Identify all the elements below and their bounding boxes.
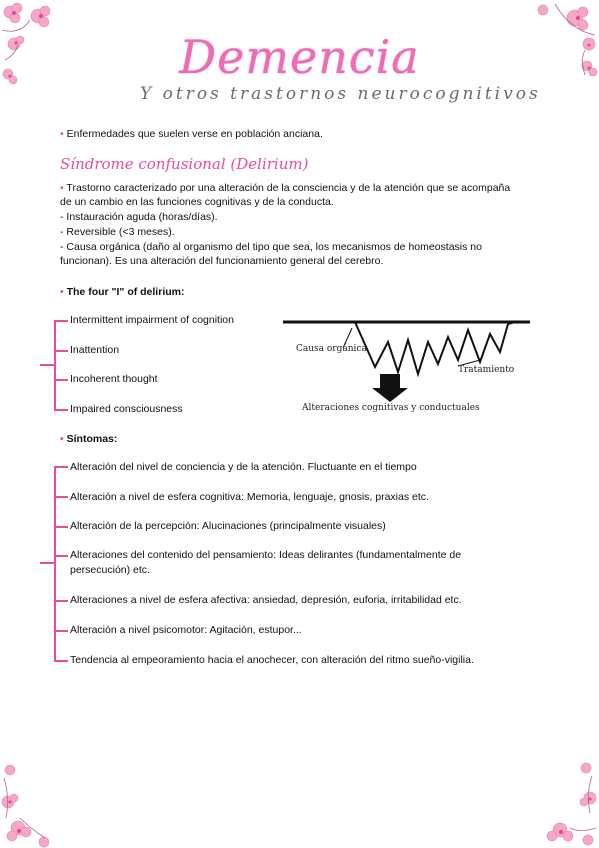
page-subtitle: Y otros trastornos neurocognitivos: [140, 84, 541, 104]
bracket-tick: [54, 466, 68, 468]
four-i-item: Incoherent thought: [70, 373, 158, 385]
bullet-icon: •: [60, 182, 64, 194]
down-arrow-icon: [380, 374, 400, 388]
delirium-line: - Instauración aguda (horas/días).: [60, 211, 218, 223]
bracket-tick: [54, 660, 68, 662]
page-title: Demencia: [179, 30, 420, 84]
bracket-connector: [40, 364, 54, 366]
bracket-tick: [54, 630, 68, 632]
bullet-icon: •: [60, 128, 64, 140]
bracket-tick: [54, 320, 68, 322]
four-i-item: Impaired consciousness: [70, 403, 183, 415]
delirium-line: de un cambio en las funciones cognitivas y de la conducta.: [60, 196, 334, 208]
four-i-heading-text: The four "I" of delirium:: [66, 286, 185, 298]
diagram-label-cause: Causa orgánica: [296, 344, 367, 354]
sintoma-item: Alteración del nivel de conciencia y de la atención. Fluctuante en el tiempo: [70, 461, 417, 473]
bracket-tick: [54, 350, 68, 352]
sintoma-item: Alteración a nivel de esfera cognitiva: Memoria, lenguaje, gnosis, praxias etc.: [70, 491, 429, 503]
sintomas-heading-text: Síntomas:: [66, 433, 118, 445]
delirium-line: - Causa orgánica (daño al organismo del tipo que sea, los mecanismos de homeostasis no: [60, 241, 482, 253]
bracket-tick: [54, 600, 68, 602]
bracket-tick: [54, 379, 68, 381]
flower-decoration-bottom-left: [0, 758, 60, 848]
bullet-icon: •: [60, 286, 64, 298]
section-heading-sintomas: [60, 432, 117, 446]
bracket-connector: [40, 562, 54, 564]
delirium-line: - Reversible (<3 meses).: [60, 226, 175, 238]
sintoma-item: Alteraciones a nivel de esfera afectiva: ansiedad, depresión, euforia, irritabilidad etc.: [70, 594, 462, 606]
sintoma-item: Alteración a nivel psicomotor: Agitación, estupor...: [70, 624, 302, 636]
bullet-icon: •: [60, 433, 64, 445]
section-heading-four-i: [60, 285, 184, 299]
sintoma-item: Alteraciones del contenido del pensamiento: Ideas delirantes (fundamentalmente de: [70, 549, 462, 561]
bracket-tick: [54, 409, 68, 411]
sintoma-item: Tendencia al empeoramiento hacia el anochecer, con alteración del ritmo sueño-vigilia.: [70, 654, 474, 666]
down-arrow-head-icon: [372, 388, 408, 402]
four-i-item: Intermittent impairment of cognition: [70, 314, 234, 326]
bracket-tick: [54, 555, 68, 557]
bracket-line: [54, 320, 56, 410]
sintoma-item: Alteración de la percepción: Alucinaciones (principalmente visuales): [70, 520, 386, 532]
four-i-item: Inattention: [70, 344, 120, 356]
delirium-line: funcionan). Es una alteración del funcionamiento general del cerebro.: [60, 255, 384, 267]
delirium-line-text: Trastorno caracterizado por una alteración de la consciencia y de la atención que se acompaña: [66, 182, 511, 194]
diagram-label-treatment: Tratamiento: [458, 365, 515, 375]
sintoma-item-continuation: persecución) etc.: [70, 564, 150, 576]
bracket-tick: [54, 496, 68, 498]
diagram-label-result: Alteraciones cognitivas y conductuales: [302, 403, 480, 413]
flower-decoration-bottom-right: [530, 758, 599, 848]
intro-text: Enfermedades que suelen verse en población anciana.: [66, 128, 323, 140]
delirium-line: [60, 181, 510, 195]
intro-line: [60, 127, 323, 141]
section-heading-delirium: Síndrome confusional (Delirium): [60, 155, 309, 173]
bracket-tick: [54, 526, 68, 528]
